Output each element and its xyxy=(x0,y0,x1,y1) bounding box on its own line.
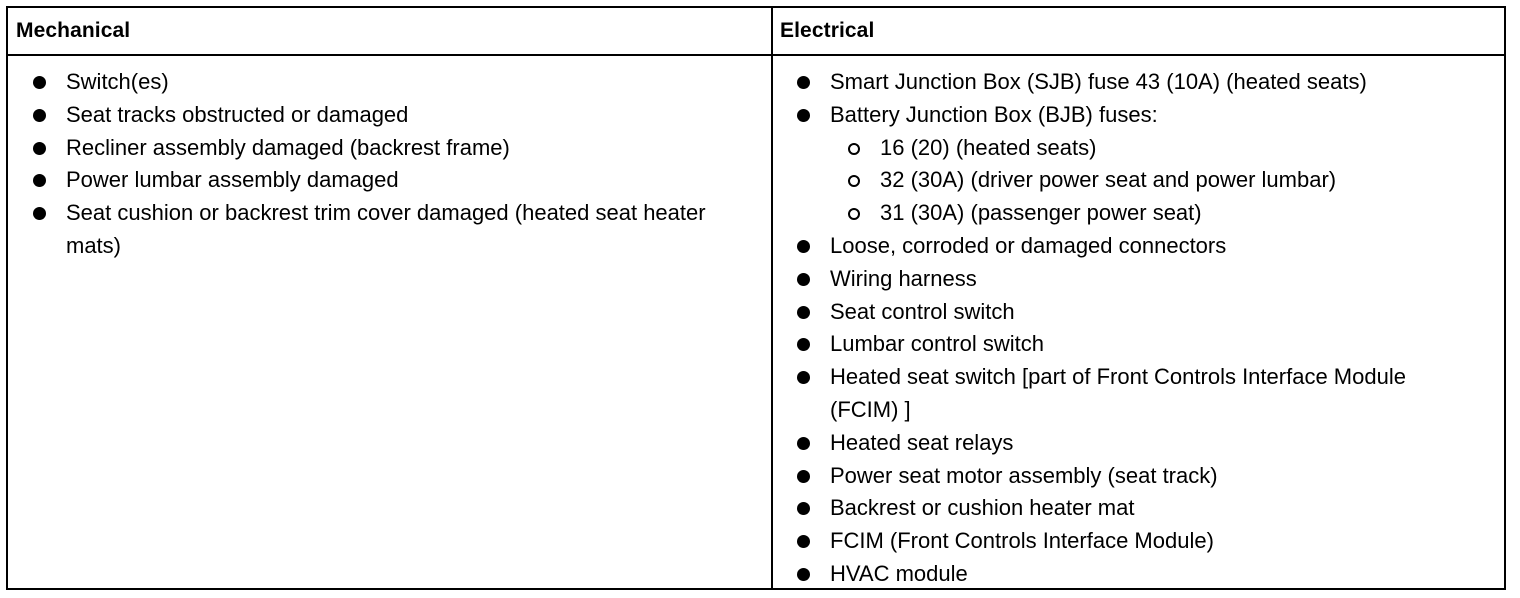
item-text: Heated seat switch [part of Front Controls Interface Module (FCIM) ] xyxy=(830,364,1406,422)
item-text: Switch(es) xyxy=(66,69,169,94)
bullet-icon xyxy=(797,568,810,581)
list-item xyxy=(796,66,1496,99)
list-item xyxy=(32,164,752,197)
list-item xyxy=(796,558,1496,591)
bullet-icon xyxy=(33,174,46,187)
column-divider xyxy=(771,8,773,588)
electrical-column xyxy=(796,66,1496,591)
list-item xyxy=(796,460,1496,493)
list-item xyxy=(796,296,1496,329)
bullet-icon xyxy=(33,76,46,89)
bullet-icon xyxy=(797,306,810,319)
item-text: FCIM (Front Controls Interface Module) xyxy=(830,528,1214,554)
bullet-icon xyxy=(797,470,810,483)
item-text: Heated seat relays xyxy=(830,429,1014,455)
bullet-icon xyxy=(33,109,46,122)
item-text: HVAC module xyxy=(830,560,968,586)
sub-list-item xyxy=(830,164,1496,197)
item-text: Power seat motor assembly (seat track) xyxy=(830,462,1218,488)
list-item xyxy=(796,99,1496,230)
list-item xyxy=(32,99,752,132)
table-header-row xyxy=(8,8,1504,56)
item-text: Wiring harness xyxy=(830,265,977,291)
sub-list-item xyxy=(830,132,1496,165)
header-mechanical: Mechanical xyxy=(16,19,131,42)
item-text: Battery Junction Box (BJB) fuses: xyxy=(830,101,1158,127)
header-electrical: Electrical xyxy=(780,19,875,42)
item-text: Loose, corroded or damaged connectors xyxy=(830,232,1227,258)
sub-item-text: 16 (20) (heated seats) xyxy=(880,134,1097,160)
bjb-fuse-sublist xyxy=(830,132,1496,230)
sub-item-text: 31 (30A) (passenger power seat) xyxy=(880,200,1202,226)
bullet-icon xyxy=(797,535,810,548)
list-item xyxy=(32,197,756,263)
list-item xyxy=(796,328,1496,361)
bullet-icon xyxy=(797,437,810,450)
item-text: Power lumbar assembly damaged xyxy=(66,167,399,193)
bullet-icon xyxy=(797,273,810,286)
list-item xyxy=(796,361,1430,427)
sub-bullet-icon xyxy=(848,208,860,220)
list-item xyxy=(796,525,1496,558)
bullet-icon xyxy=(797,240,810,253)
item-text: Smart Junction Box (SJB) fuse 43 (10A) (heated seats) xyxy=(830,69,1367,94)
item-text: Seat tracks obstructed or damaged xyxy=(66,101,409,127)
list-item xyxy=(796,492,1496,525)
list-item xyxy=(796,427,1496,460)
bullet-icon xyxy=(33,207,46,220)
item-text: Seat control switch xyxy=(830,298,1015,324)
sub-item-text: 32 (30A) (driver power seat and power lumbar) xyxy=(880,167,1337,193)
bullet-icon xyxy=(797,502,810,515)
bullet-icon xyxy=(797,338,810,351)
bullet-icon xyxy=(33,142,46,155)
list-item xyxy=(796,263,1496,296)
bullet-icon xyxy=(797,76,810,89)
mechanical-list xyxy=(32,66,752,263)
item-text: Lumbar control switch xyxy=(830,331,1044,357)
electrical-list xyxy=(796,66,1496,591)
item-text: Backrest or cushion heater mat xyxy=(830,495,1135,521)
bullet-icon xyxy=(797,371,810,384)
diagnosis-table xyxy=(6,6,1506,590)
list-item xyxy=(796,230,1496,263)
item-text: Seat cushion or backrest trim cover damaged (heated seat heater mats) xyxy=(66,200,706,258)
mechanical-column xyxy=(32,66,752,263)
sub-bullet-icon xyxy=(848,175,860,187)
sub-bullet-icon xyxy=(848,143,860,155)
bullet-icon xyxy=(797,109,810,122)
item-text: Recliner assembly damaged (backrest frame) xyxy=(66,134,510,160)
list-item xyxy=(32,132,752,165)
list-item xyxy=(32,66,752,99)
sub-list-item xyxy=(830,197,1496,230)
